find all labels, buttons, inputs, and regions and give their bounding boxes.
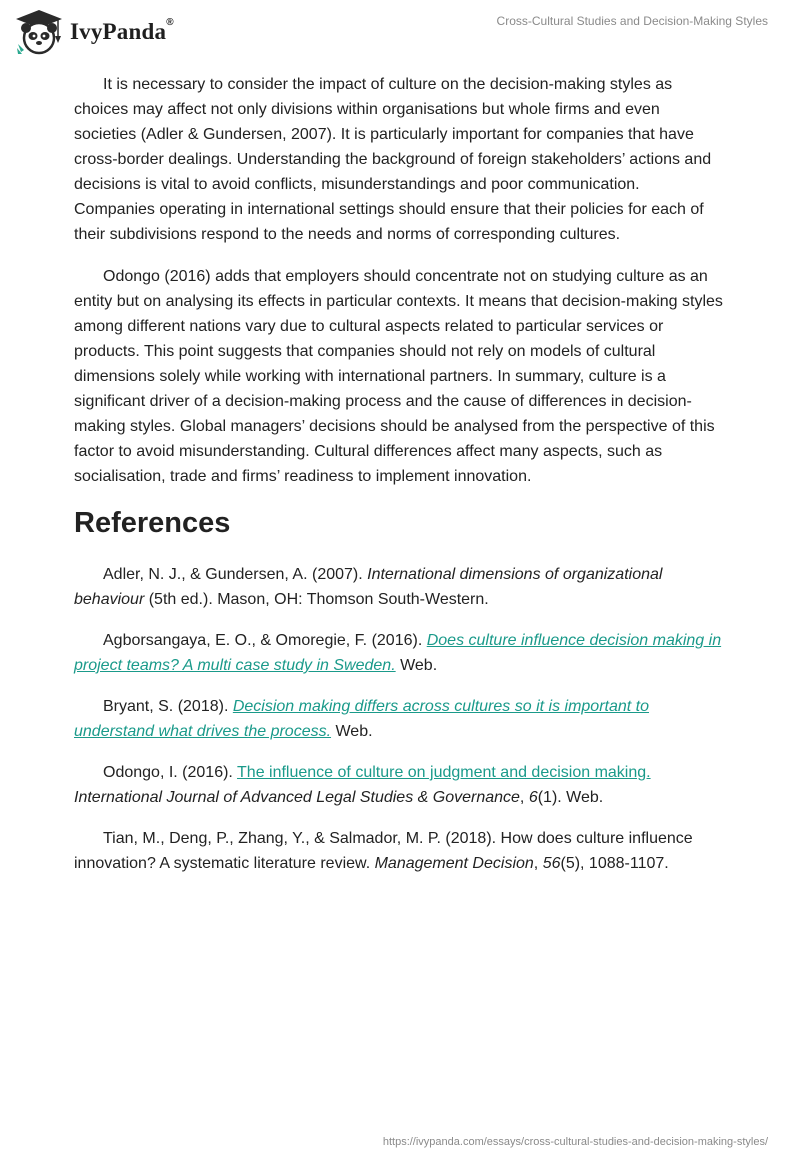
reference-entry: Bryant, S. (2018). Decision making differs across cultures so it is important to understand what drives the process. Web. [74, 698, 649, 740]
document-title: Cross-Cultural Studies and Decision-Making Styles [496, 14, 768, 28]
references-heading: References [74, 507, 231, 539]
reference-link[interactable]: Does culture influence decision making in project teams? A multi case study in Sweden. [74, 632, 722, 674]
reference-entry: Tian, M., Deng, P., Zhang, Y., & Salmador, M. P. (2018). How does culture influence innovation? A systematic literature review. Management Decision, 56(5), 1088-1107. [74, 830, 693, 872]
reference-entry: Agborsangaya, E. O., & Omoregie, F. (2016). Does culture influence decision making in project teams? A multi case study in Sweden. Web. [74, 632, 722, 674]
body-paragraph: It is necessary to consider the impact of culture on the decision-making styles as choices may affect not only divisions within organisations but whole firms and even societies (Adler & Gundersen, 2007). It is particularly important for companies that have cross-border dealings. Understanding the background of foreign stakeholders’ actions and decisions is vital to avoid conflicts, misunderstandings and poor communication. Companies operating in international settings should ensure that their policies for each of their subdivisions respond to the needs and norms of corresponding cultures. [74, 76, 712, 243]
ivypanda-logo[interactable] [14, 8, 174, 56]
footer-url[interactable]: https://ivypanda.com/essays/cross-cultural-studies-and-decision-making-styles/ [382, 1136, 768, 1148]
body-paragraph: Odongo (2016) adds that employers should concentrate not on studying culture as an entity but on analysing its effects in particular contexts. It means that decision-making styles among different nations vary due to cultural aspects related to particular services or products. This point suggests that companies should not rely on models of cultural dimensions solely while working with international partners. In summary, culture is a significant driver of a decision-making process and the cause of differences in decision-making styles. Global managers’ decisions should be analysed from the perspective of this factor to avoid misunderstanding. Cultural differences affect many aspects, such as socialisation, trade and firms’ readiness to implement innovation. [74, 268, 723, 485]
reference-link[interactable]: Decision making differs across cultures so it is important to understand what drives the process. [74, 698, 649, 740]
reference-entry: Adler, N. J., & Gundersen, A. (2007). International dimensions of organizational behaviour (5th ed.). Mason, OH: Thomson South-Western. [74, 566, 663, 608]
essay-content [74, 72, 724, 892]
reference-entry: Odongo, I. (2016). The influence of culture on judgment and decision making. International Journal of Advanced Legal Studies & Governance, 6(1). Web. [74, 764, 651, 806]
reference-link[interactable]: The influence of culture on judgment and decision making. [237, 764, 651, 781]
page-header [0, 0, 800, 64]
brand-name: IvyPanda® [70, 17, 174, 44]
panda-graduation-icon [14, 8, 64, 56]
